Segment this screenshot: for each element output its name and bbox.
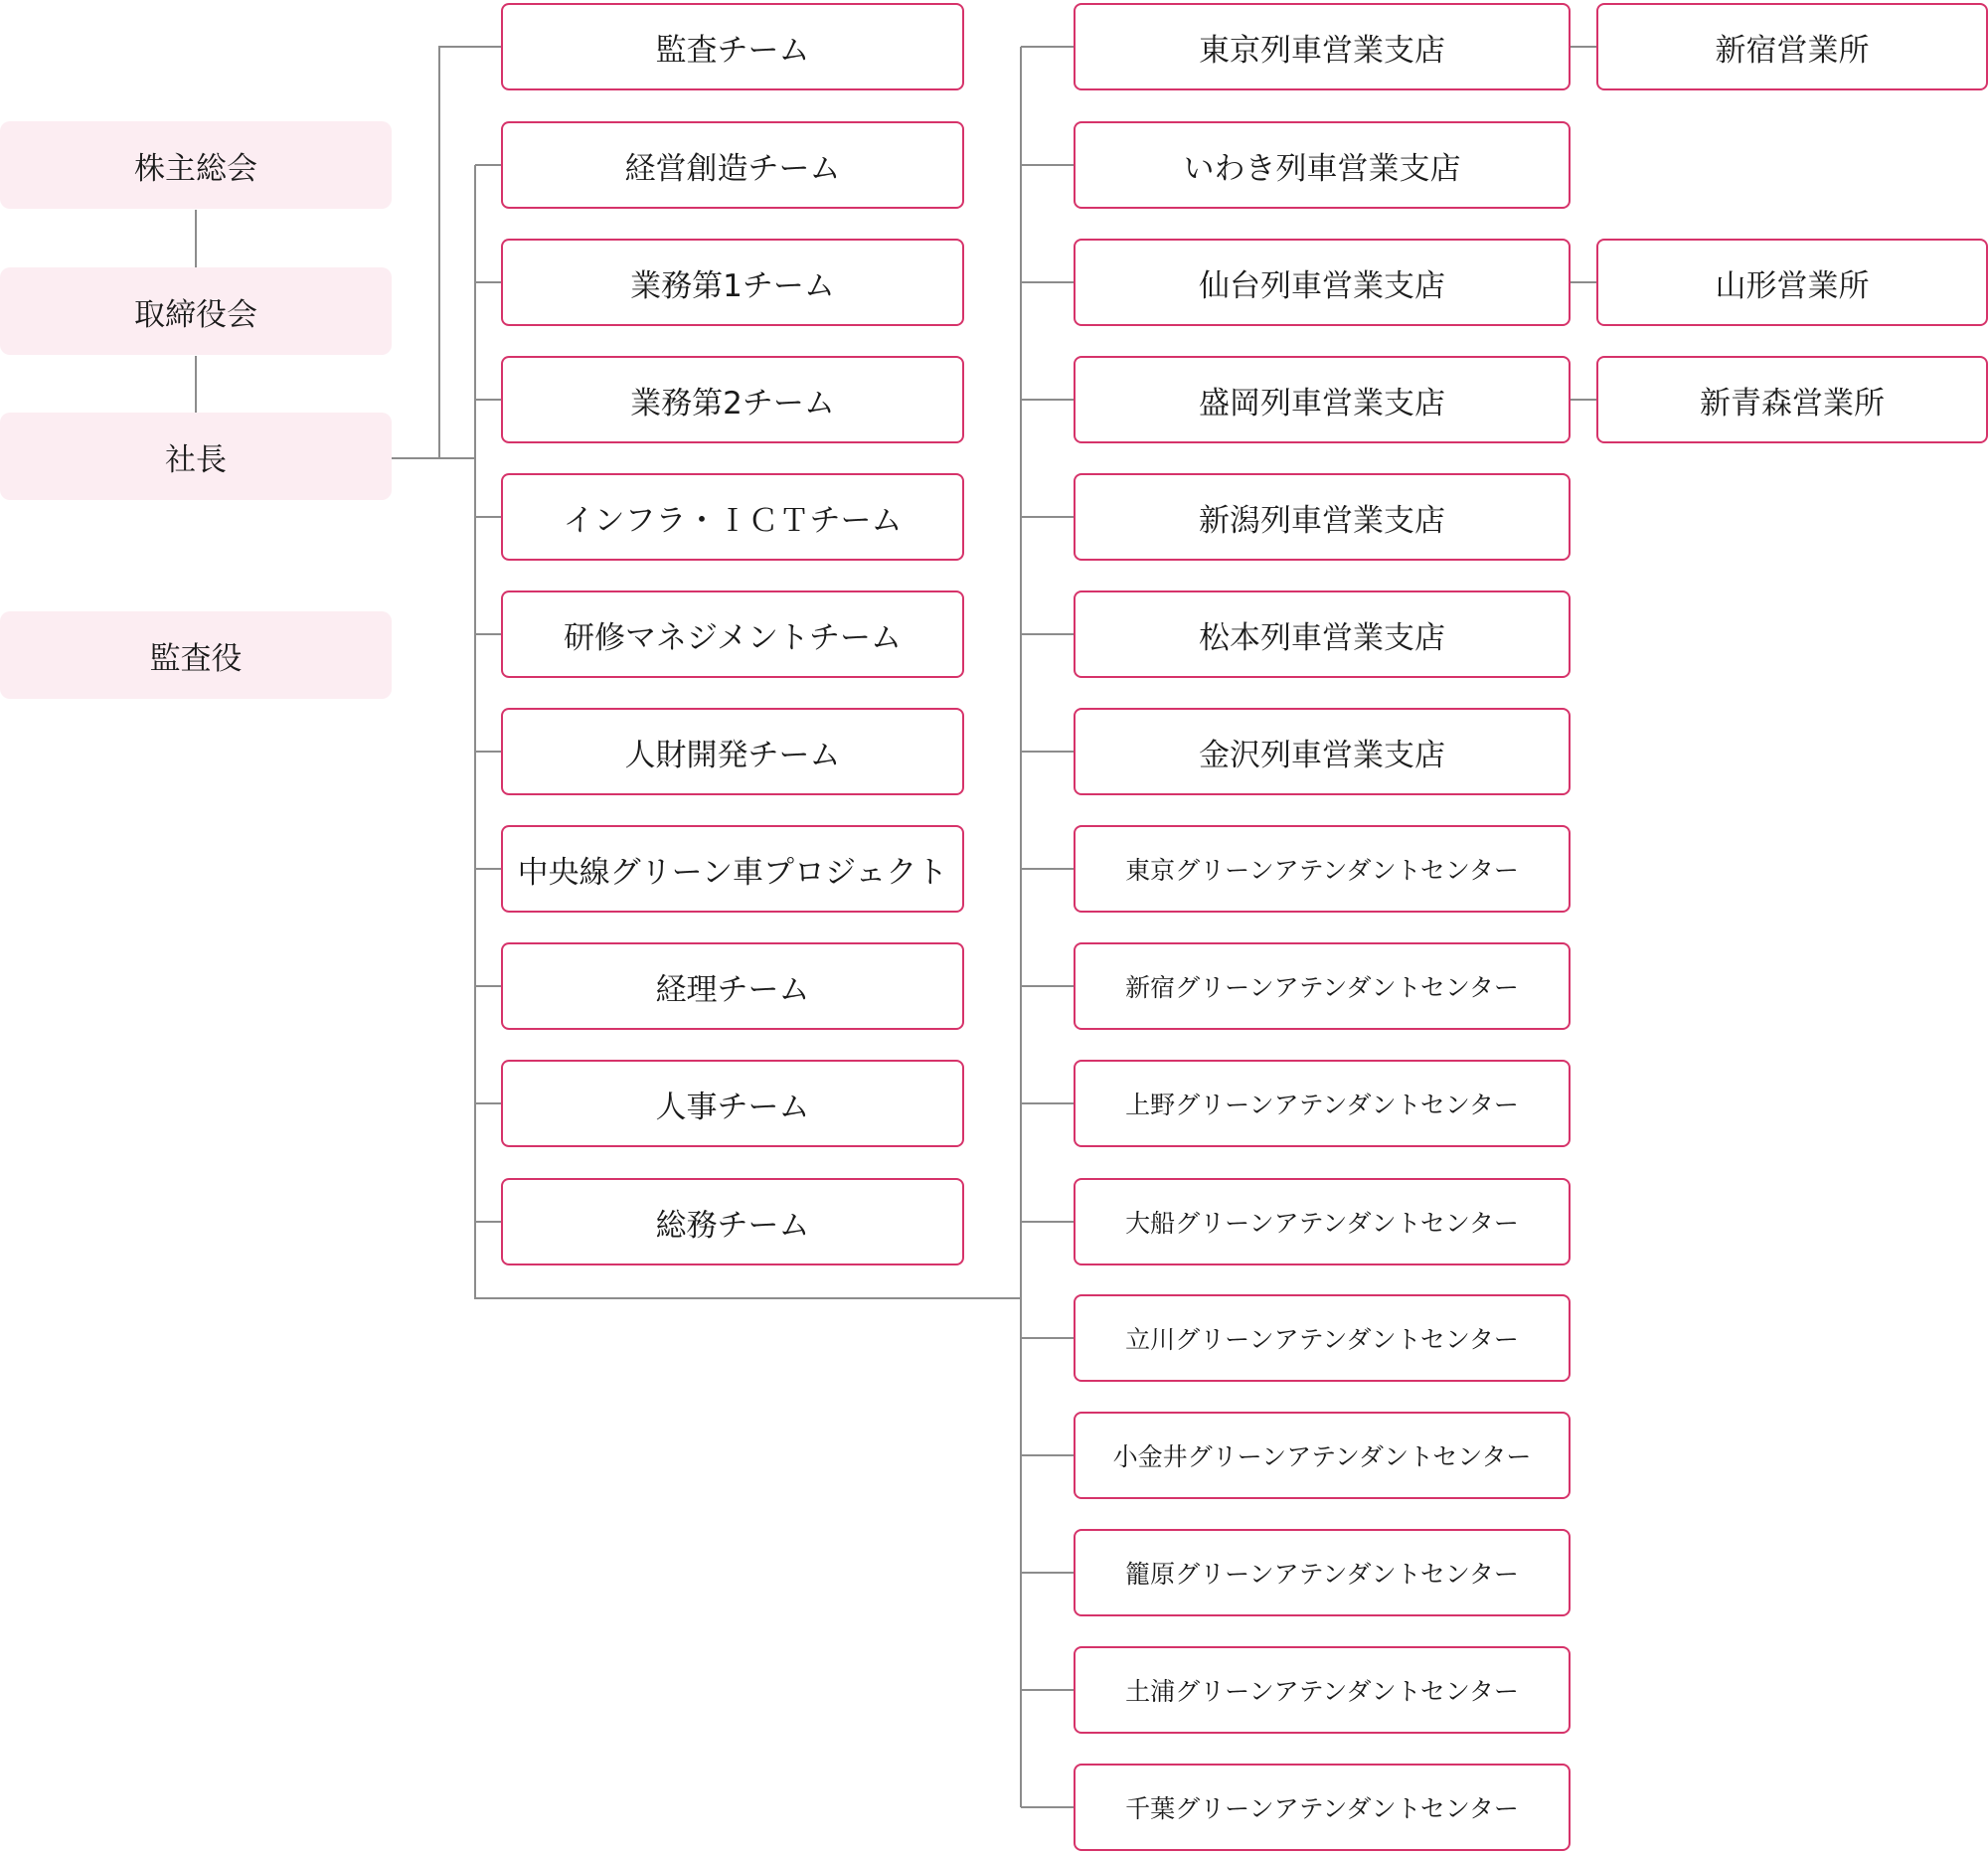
team-box: 人財開発チーム	[501, 708, 964, 795]
branch-box: 松本列車営業支店	[1074, 590, 1571, 678]
team-box: 経理チーム	[501, 942, 964, 1030]
line-president-teams	[392, 47, 501, 458]
attendant-center-box: 大船グリーンアテンダントセンター	[1074, 1178, 1571, 1265]
auditor-box: 監査役	[0, 611, 392, 699]
team-box: 中央線グリーン車プロジェクト	[501, 825, 964, 913]
sales-office-box: 新青森営業所	[1596, 356, 1988, 443]
attendant-center-box: 小金井グリーンアテンダントセンター	[1074, 1412, 1571, 1499]
team-box: 経営創造チーム	[501, 121, 964, 209]
shareholders-meeting-box: 株主総会	[0, 121, 392, 209]
sales-office-box: 山形営業所	[1596, 239, 1988, 326]
board-of-directors-box: 取締役会	[0, 267, 392, 355]
team-box: 業務第2チーム	[501, 356, 964, 443]
attendant-center-box: 東京グリーンアテンダントセンター	[1074, 825, 1571, 913]
branch-box: いわき列車営業支店	[1074, 121, 1571, 209]
sales-office-box: 新宿営業所	[1596, 3, 1988, 90]
attendant-center-box: 上野グリーンアテンダントセンター	[1074, 1060, 1571, 1147]
team-box: 研修マネジメントチーム	[501, 590, 964, 678]
attendant-center-box: 新宿グリーンアテンダントセンター	[1074, 942, 1571, 1030]
team-box: 業務第1チーム	[501, 239, 964, 326]
president-box: 社長	[0, 413, 392, 500]
attendant-center-box: 土浦グリーンアテンダントセンター	[1074, 1646, 1571, 1734]
branch-box: 盛岡列車営業支店	[1074, 356, 1571, 443]
team-box: 監査チーム	[501, 3, 964, 90]
branch-box: 仙台列車営業支店	[1074, 239, 1571, 326]
branch-box: 金沢列車営業支店	[1074, 708, 1571, 795]
branch-box: 東京列車営業支店	[1074, 3, 1571, 90]
branch-box: 新潟列車営業支店	[1074, 473, 1571, 561]
team-box: インフラ・ＩＣＴチーム	[501, 473, 964, 561]
team-box: 人事チーム	[501, 1060, 964, 1147]
attendant-center-box: 立川グリーンアテンダントセンター	[1074, 1294, 1571, 1382]
team-box: 総務チーム	[501, 1178, 964, 1265]
attendant-center-box: 千葉グリーンアテンダントセンター	[1074, 1764, 1571, 1851]
attendant-center-box: 籠原グリーンアテンダントセンター	[1074, 1529, 1571, 1616]
